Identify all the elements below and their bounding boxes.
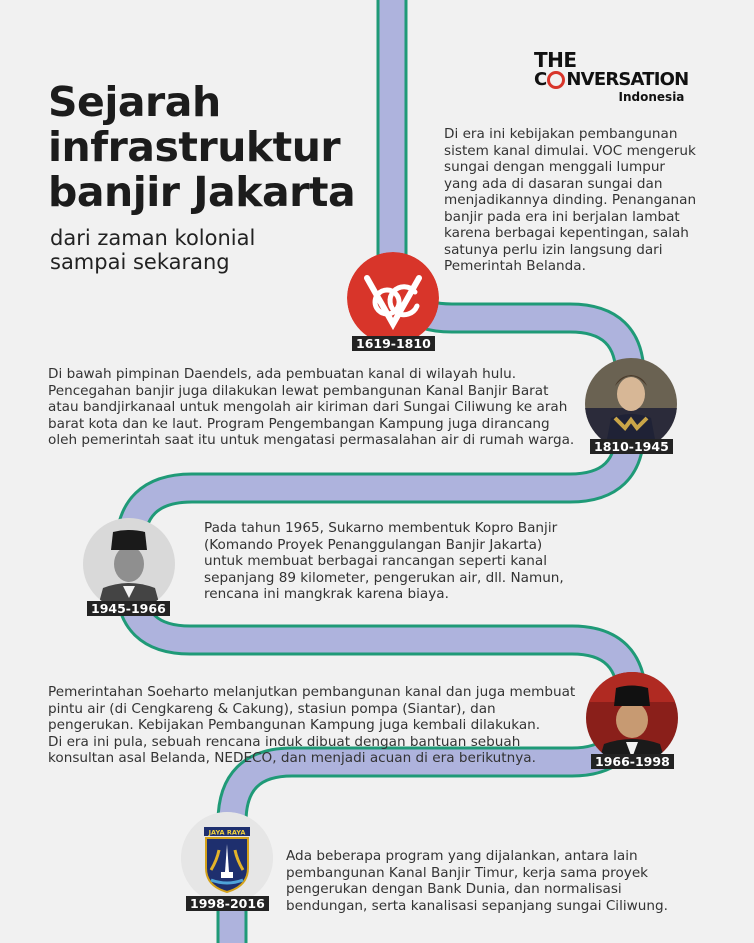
desc-line: pintu air (di Cengkareng & Cakung), stasiun pompa (Siantar), dan [48,700,496,717]
logo-the: THE [534,48,577,72]
desc-line: Di era ini pula, sebuah rencana induk dibuat dengan bantuan sebuah [48,733,521,750]
desc-line: sepanjang 89 kilometer, pengerukan air, dll. Namun, [204,569,564,586]
sukarno-portrait-art [83,518,175,610]
desc-line: Pencegahan banjir juga dilakukan lewat pembangunan Kanal Banjir Barat [48,382,549,399]
desc-line: banjir pada era ini berjalan lambat [444,208,680,225]
desc-line: Di era ini kebijakan pembangunan [444,126,678,142]
desc-line: Pemerintah Belanda. [444,258,586,274]
logo-c: C [534,69,547,90]
desc-line: barat kota dan ke laut. Program Pengembangan Kampung juga dirancang [48,415,550,432]
desc-line: (Komando Proyek Penanggulangan Banjir Jakarta) [204,536,543,553]
era-description [204,520,564,603]
sukarno-portrait [83,518,175,610]
voc-monogram-icon [347,252,439,344]
speech-bubble-o-icon [547,71,565,89]
desc-line: Pemerintahan Soeharto melanjutkan pembangunan kanal dan juga membuat [48,684,576,700]
daendels-portrait [585,358,677,450]
era-badge: 1945-1966 [87,601,170,616]
era-badge: 1810-1945 [590,439,673,454]
desc-line: Ada beberapa program yang dijalankan, antara lain [286,848,638,864]
title-line: Sejarah [48,78,221,126]
daendels-portrait-art [585,358,677,450]
desc-line: menjadikannya dinding. Penanganan [444,192,697,208]
desc-line: Pada tahun 1965, Sukarno membentuk Kopro Banjir [204,520,558,536]
desc-line: Di bawah pimpinan Daendels, ada pembuatan kanal di wilayah hulu. [48,366,517,382]
the-conversation-logo [534,50,688,104]
desc-line: oleh pemerintah saat itu untuk mengatasi permasalahan air di rumah warga. [48,432,575,448]
desc-line: atau bandjirkanaal untuk mengolah air kiriman dari Sungai Ciliwung ke arah [48,399,568,415]
era-badge: 1619-1810 [352,336,435,351]
logo-indonesia: Indonesia [618,90,685,104]
jaya-raya-emblem-icon [181,812,273,904]
subtitle-line: dari zaman kolonial [50,226,256,250]
desc-line: yang ada di dasaran sungai dan [444,175,663,192]
desc-line: konsultan asal Belanda, NEDECO, dan menjadi acuan di era berikutnya. [48,750,536,766]
title-line: infrastruktur [48,123,341,171]
era-badge: 1998-2016 [186,896,269,911]
desc-line: sistem kanal dimulai. VOC mengeruk [444,142,696,159]
desc-line: bendungan, serta kanalisasi sepanjang sungai Ciliwung. [286,897,668,914]
era-description [48,366,574,449]
soeharto-portrait-art [586,672,678,764]
voc-logo [347,252,439,344]
era-description [286,848,668,914]
era-description [444,126,696,275]
desc-line: pengerukan dengan Bank Dunia, dan normalisasi [286,881,622,897]
emblem-text: JAYA RAYA [208,828,246,837]
logo-conversation [534,70,688,90]
era-badge: 1966-1998 [591,754,674,769]
logo-nversation: NVERSATION [566,69,689,90]
desc-line: pengerukan. Kebijakan Pembangunan Kampung juga kembali dilakukan. [48,717,541,733]
desc-line: sungai dengan menggali lumpur [444,159,666,175]
subtitle-line: sampai sekarang [50,250,230,274]
desc-line: rencana ini mangkrak karena biaya. [204,586,449,602]
page-title [48,80,355,215]
desc-line: pembangunan Kanal Banjir Timur, kerja sama proyek [286,864,649,881]
soeharto-portrait [586,672,678,764]
title-line: banjir Jakarta [48,168,356,216]
desc-line: karena berbagai kepentingan, salah [444,225,689,241]
era-description [48,684,575,767]
page-subtitle [50,226,255,274]
desc-line: untuk membuat berbagai rancangan seperti kanal [204,553,548,569]
jakarta-emblem [181,812,273,904]
desc-line: satunya perlu izin langsung dari [444,241,663,258]
